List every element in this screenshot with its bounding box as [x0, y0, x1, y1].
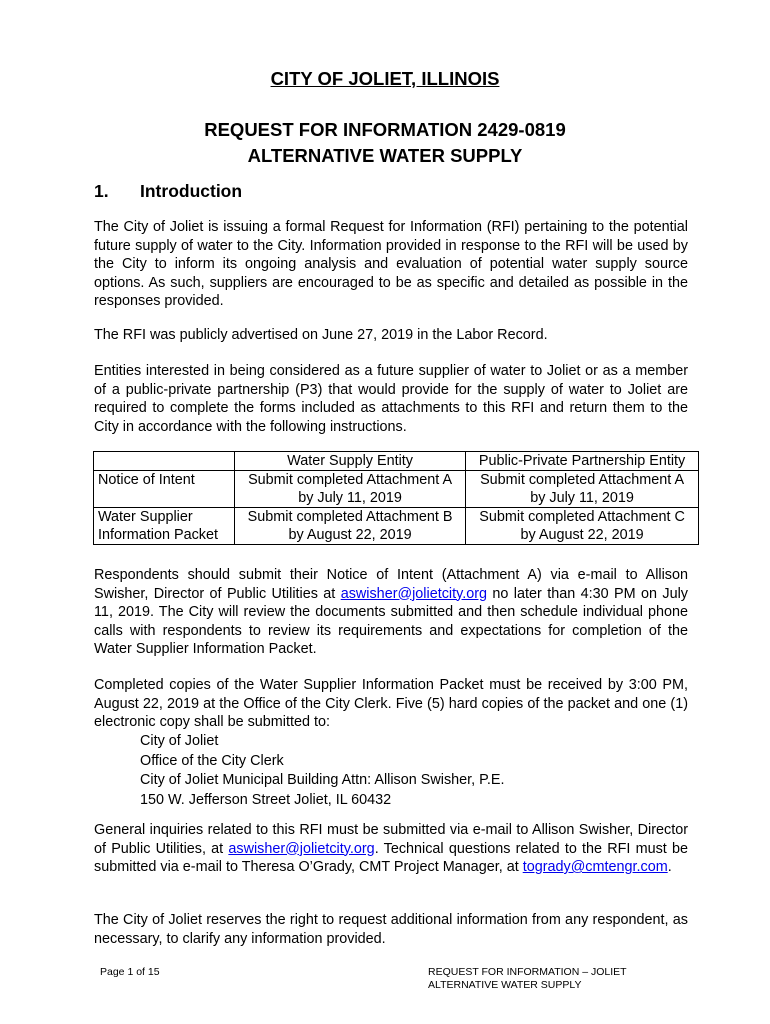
email-link-aswisher[interactable]: aswisher@jolietcity.org: [340, 585, 488, 602]
section-title: Introduction: [140, 181, 243, 201]
table-row: [94, 508, 699, 545]
header-water-supply: Water Supply Entity: [235, 452, 466, 471]
subject-title: ALTERNATIVE WATER SUPPLY: [247, 145, 523, 166]
email-link-aswisher[interactable]: aswisher@jolietcity.org: [228, 840, 375, 857]
address-line: 150 W. Jefferson Street Joliet, IL 60432: [140, 791, 392, 808]
advertised-paragraph: The RFI was publicly advertised on June 27, 2019 in the Labor Record.: [94, 327, 548, 343]
table-header-row: [94, 452, 699, 471]
intro-paragraph: The City of Joliet is issuing a formal Request for Information (RFI) pertaining to the potential future supply of water to the City. Information provided in response to the RFI will be used by the City to inform its ongoing analysis and evaluation of potential water supply source options. As such, suppliers are encouraged to be as specific and detailed as possible in the responses provided.: [94, 219, 688, 309]
clerk-address: [140, 732, 504, 810]
cell-p3-packet: Submit completed Attachment C by August 22, 2019: [466, 508, 699, 545]
cell-water-notice: Submit completed Attachment A by July 11, 2019: [235, 471, 466, 508]
address-line: City of Joliet Municipal Building Attn: Allison Swisher, P.E.: [140, 772, 505, 788]
entities-paragraph: Entities interested in being considered as a future supplier of water to Joliet or as a member of a public-private partnership (P3) that would provide for the supply of water to Joliet are required to complete the forms included as attachments to this RFI and return them to the City in accordance with the following instructions.: [94, 363, 688, 435]
footer-doc-title: REQUEST FOR INFORMATION – JOLIET ALTERNATIVE WATER SUPPLY: [428, 966, 627, 991]
table-corner-cell: [94, 452, 235, 471]
deadlines-table: [93, 451, 699, 545]
address-line: City of Joliet: [140, 733, 219, 749]
table-row: [94, 471, 699, 508]
row-label-info-packet: Water Supplier Information Packet: [94, 508, 235, 545]
header-p3: Public-Private Partnership Entity: [466, 452, 699, 471]
rfi-title: REQUEST FOR INFORMATION 2429-0819: [204, 119, 566, 140]
address-line: Office of the City Clerk: [140, 752, 284, 769]
city-title: CITY OF JOLIET, ILLINOIS: [270, 68, 500, 89]
respondents-paragraph: Respondents should submit their Notice of Intent (Attachment A) via e-mail to Allison Swisher, Director of Public Utilities at aswisher@jolietcity.org no later than 4:30 PM on July 11, 2019. The City will review the documents submitted and then schedule individual phone calls with respondents to review its requirements and expectations for completion of the Water Supplier Information Packet.: [94, 567, 688, 657]
reserves-paragraph: The City of Joliet reserves the right to request additional information from any respondent, as necessary, to clarify any information provided.: [94, 912, 688, 947]
row-label-notice-of-intent: Notice of Intent: [94, 471, 235, 508]
inquiries-paragraph: General inquiries related to this RFI must be submitted via e-mail to Allison Swisher, Director of Public Utilities, at aswisher@jolietcity.org. Technical questions related to the RFI must be submitted via e-mail to Theresa O’Grady, CMT Project Manager, at togrady@cmtengr.com.: [94, 822, 688, 875]
email-link-tograddy[interactable]: togrady@cmtengr.com: [522, 859, 668, 875]
completed-paragraph: Completed copies of the Water Supplier Information Packet must be received by 3:00 PM, August 22, 2019 at the Office of the City Clerk. Five (5) hard copies of the packet and one (1) electronic copy shall be submitted to:: [94, 677, 688, 730]
cell-p3-notice: Submit completed Attachment A by July 11, 2019: [466, 471, 699, 508]
cell-water-packet: Submit completed Attachment B by August 22, 2019: [235, 508, 466, 545]
page-number: Page 1 of 15: [100, 966, 160, 978]
section-number: 1.: [94, 181, 109, 201]
